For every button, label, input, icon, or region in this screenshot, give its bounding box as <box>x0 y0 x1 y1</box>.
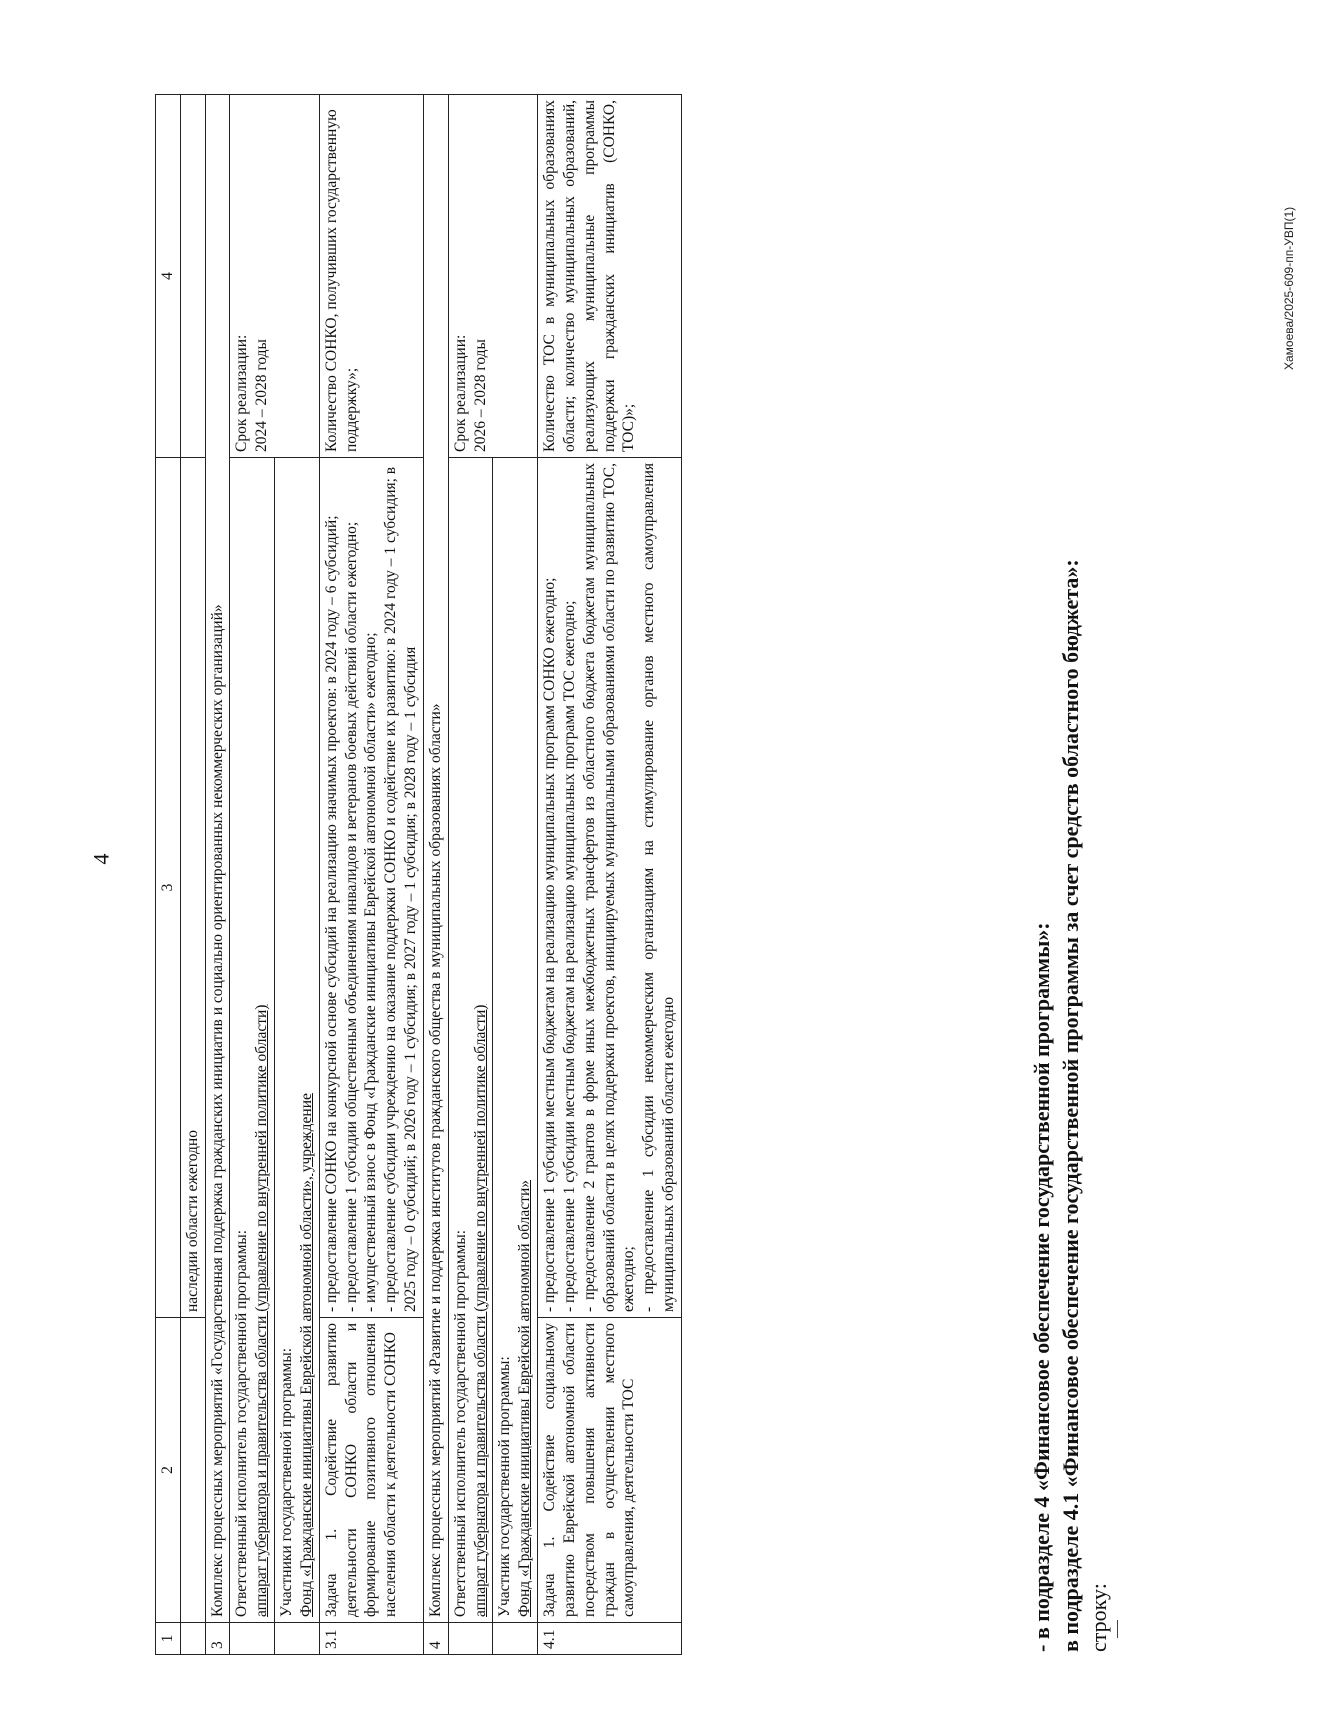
row-number: 3 <box>205 1623 230 1655</box>
participants-value: Фонд «Гражданские инициативы Еврейской автономной области» <box>516 1180 534 1617</box>
header-cell: 3 <box>156 458 181 1318</box>
term-value: 2024 – 2028 годы <box>253 339 271 452</box>
header-cell: 1 <box>156 1623 181 1655</box>
row-number: 4.1 <box>538 1623 682 1655</box>
amendment-line: в подразделе 4.1 «Финансовое обеспечение государственной программы за счет средств областного бюджета»: <box>1057 559 1083 1652</box>
table-row <box>180 95 205 1655</box>
responsible-value: аппарат губернатора и правительства области (управление по внутренней политике области) <box>471 1004 489 1617</box>
dash-mark <box>1117 1620 1118 1638</box>
measure-item: - предоставление субсидии учреждению на оказание поддержки СОНКО и содействие их развитию: в 2024 году – 1 субсидия; в 2025 году – 0 субсидий; в 2026 году – 1 субсидия; в 2027 году – 1 субсидия; в 2028 году – 1 субсидия <box>382 466 420 1312</box>
measure-item: - предоставление 1 субсидии некоммерческим организациям на стимулирование органов местного самоуправления муниципальных образований области ежегодно <box>640 463 678 1312</box>
section-title: Комплекс процессных мероприятий «Развитие и поддержка институтов гражданского общества в муниципальных образованиях области» <box>423 95 448 1623</box>
row-number: 4 <box>423 1623 448 1655</box>
page-number: 4 <box>88 853 114 865</box>
participants-cell <box>275 458 320 1623</box>
document-footer-id: Хамоева/2025-609-пп-УВП(1) <box>1282 206 1296 370</box>
participants-value: Фонд «Гражданские инициативы Еврейской автономной области», учреждение <box>297 1093 315 1617</box>
term-cell <box>230 95 319 458</box>
section-4-responsible-row <box>448 95 493 1655</box>
term-label: Срок реализации: <box>233 334 251 452</box>
section-title: Комплекс процессных мероприятий «Государственная поддержка гражданских инициатив и социально ориентированных некоммерческих организаций» <box>205 95 230 1623</box>
measure-item: - предоставление 2 грантов в форме иных межбюджетных трансфертов из областного бюджета бюджетам муниципальных образований области в целях поддержки проектов, инициируемых муниципальными образованиями области по развитию ТОС, ежегодно; <box>580 463 638 1312</box>
responsible-cell <box>230 458 275 1623</box>
section-4-title-row <box>423 95 448 1655</box>
header-cell: 4 <box>156 95 181 458</box>
term-label: Срок реализации: <box>451 334 469 452</box>
amendment-line: строку: <box>1086 1583 1112 1652</box>
row-number: 3.1 <box>319 1623 423 1655</box>
participants-label: Участники государственной программы: <box>278 1347 296 1617</box>
responsible-value: аппарат губернатора и правительства области (управление по внутренней политике области) <box>253 1004 271 1617</box>
indicator-cell: Количество ТОС в муниципальных образованиях области; количество муниципальных образований, реализующих муниципальные программы поддержки гражданских инициатив (СОНКО, ТОС)»; <box>538 95 682 458</box>
responsible-cell <box>448 458 493 1623</box>
responsible-label: Ответственный исполнитель государственной программы: <box>233 1229 251 1617</box>
task-3-1-row <box>319 95 423 1655</box>
measure-item: - предоставление СОНКО на конкурсной основе субсидий на реализацию значимых проектов: в 2024 году – 6 субсидий; <box>322 515 340 1312</box>
measure-item: - предоставление 1 субсидии местным бюджетам на реализацию муниципальных программ СОНКО ежегодно; <box>541 577 559 1312</box>
cell-text: наследии области ежегодно <box>180 458 205 1318</box>
term-cell <box>448 95 537 458</box>
measure-item: - имущественный взнос в Фонд «Гражданские инициативы Еврейской автономной области» ежегодно; <box>362 632 380 1312</box>
section-3-responsible-row <box>230 95 275 1655</box>
participants-label: Участник государственной программы: <box>496 1356 514 1617</box>
task-description: Задача 1. Содействие социальному развитию Еврейской автономной области посредством повышения активности граждан в осуществлении местного самоуправления, деятельности ТОС <box>538 1318 682 1623</box>
measure-item: - предоставление 1 субсидии общественным объединениям инвалидов и ветеранов боевых действий области ежегодно; <box>342 521 360 1312</box>
task-description: Задача 1. Содействие развитию деятельности СОНКО области и формирование позитивного отношения населения области к деятельности СОНКО <box>319 1318 423 1623</box>
measures-cell <box>319 458 423 1318</box>
table-header-row <box>156 95 181 1655</box>
indicator-cell: Количество СОНКО, получивших государственную поддержку»; <box>319 95 423 458</box>
amendment-line: - в подразделе 4 «Финансовое обеспечение государственной программы»: <box>1029 922 1054 1652</box>
measure-item: - предоставление 1 субсидии местным бюджетам на реализацию муниципальных программ ТОС ежегодно; <box>560 600 578 1312</box>
rotated-page-content <box>130 35 1330 1700</box>
responsible-label: Ответственный исполнитель государственной программы: <box>451 1229 469 1617</box>
amendment-text <box>1028 559 1114 1652</box>
measures-cell <box>538 458 682 1318</box>
header-cell: 2 <box>156 1318 181 1623</box>
participants-cell <box>493 458 538 1623</box>
term-value: 2026 – 2028 годы <box>471 339 489 452</box>
section-3-title-row <box>205 95 230 1655</box>
program-table <box>155 94 682 1655</box>
task-4-1-row <box>538 95 682 1655</box>
